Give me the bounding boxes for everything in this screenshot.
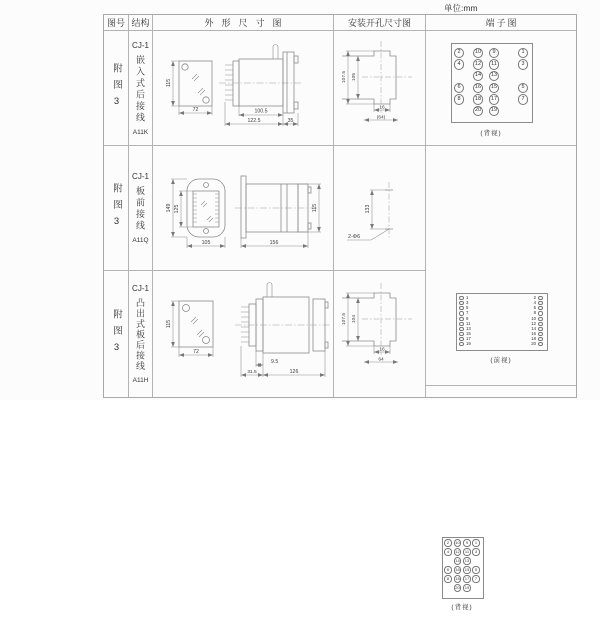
terminal-circle: 9	[463, 539, 470, 546]
terminal-circle: 13	[489, 71, 500, 82]
terminal-circle: 18	[473, 94, 484, 105]
cutout-outline-row3	[342, 293, 396, 346]
install-drawing-row1	[334, 31, 426, 146]
outline-cell-row2	[153, 146, 334, 271]
dim-front-width-row2: 105	[201, 240, 211, 246]
terminal-circle: 6	[454, 83, 465, 94]
terminal-circles-row3	[426, 511, 576, 637]
terminal-circle: 1	[518, 48, 529, 59]
terminal-number: 10	[531, 315, 536, 321]
header-install: 安装开孔尺寸图	[334, 15, 426, 31]
dimension-lines-row1	[171, 61, 298, 126]
terminal-circle: 15	[464, 566, 470, 572]
front-view-row2	[187, 179, 225, 237]
terminal-circle: 17	[489, 94, 500, 105]
terminal-number: 16	[531, 330, 536, 336]
centerlines	[362, 41, 412, 113]
spec-table	[103, 14, 577, 611]
terminal-number: 2	[533, 294, 536, 300]
fig-no-row1: 附图3	[111, 62, 122, 114]
terminal-circle	[538, 332, 542, 336]
terminal-circle: 7	[518, 94, 529, 105]
terminal-circle: 10	[473, 48, 484, 59]
terminal-circle	[538, 327, 542, 331]
terminal-circle	[538, 306, 542, 310]
header-fig-no: 图号	[104, 15, 129, 31]
terminal-circle: 19	[489, 106, 500, 117]
terminal-cell-row3	[426, 511, 576, 637]
terminal-circle	[459, 311, 463, 315]
outline-drawing-row1	[153, 31, 334, 146]
terminal-number: 15	[466, 330, 471, 336]
terminal-circle: 2	[454, 48, 465, 59]
dim-outer-row1: 107.5	[342, 70, 347, 84]
terminal-view-label-row2: (前视)	[490, 357, 512, 364]
terminal-circle	[538, 342, 542, 346]
fig-no-cell-row3	[104, 271, 129, 397]
dim-front-height-inner-row2: 125	[174, 204, 180, 214]
terminal-number: 18	[531, 336, 536, 342]
terminal-circle	[459, 327, 463, 331]
terminal-circle	[459, 322, 463, 326]
model-code-row3: A11H	[132, 376, 149, 384]
terminal-circle: 18	[455, 575, 460, 581]
terminal-circle: 11	[489, 59, 500, 70]
dim-tab-row3: 16	[379, 347, 385, 353]
dim-outer-row3: 107.5	[342, 312, 347, 326]
header-structure: 结构	[129, 15, 153, 31]
terminal-circle: 19	[464, 584, 470, 590]
outline-drawing-row2	[153, 146, 334, 271]
terminal-number: 9	[466, 315, 469, 321]
terminal-circle	[459, 337, 463, 341]
terminal-circle	[459, 332, 463, 336]
structure-cell-row2	[129, 146, 153, 271]
cutout-outline-row1	[342, 51, 396, 104]
header-terminal: 端子图	[426, 15, 576, 31]
terminal-circle: 14	[455, 557, 460, 563]
terminal-circle: 3	[472, 548, 479, 555]
terminal-circle	[538, 337, 542, 341]
terminal-circle: 20	[455, 584, 460, 590]
structure-cell-row1	[129, 31, 153, 146]
dim-inner-row1: 105	[352, 72, 357, 82]
terminal-circle	[459, 301, 463, 305]
structure-cell-row3	[129, 271, 153, 397]
front-view-row1	[179, 61, 212, 106]
dimension-lines-install-row1	[346, 51, 398, 120]
side-view-row2	[241, 176, 311, 238]
dim-width-row3: 64	[378, 357, 384, 363]
structure-desc-row1: 嵌入式后接线	[135, 54, 145, 124]
terminal-circle: 8	[454, 94, 465, 105]
terminal-number: 12	[531, 320, 536, 326]
terminal-circle	[538, 322, 542, 326]
header-outline: 外形尺寸图	[153, 15, 334, 31]
dim-side-height-row2: 115	[312, 203, 318, 213]
terminal-circle: 2	[444, 539, 451, 546]
terminal-number: 3	[466, 299, 469, 305]
structure-desc-row2: 板前接线	[135, 186, 145, 232]
front-view-row3	[179, 301, 213, 347]
dim-side-depth1-row1: 100.5	[254, 108, 268, 115]
terminal-number: 8	[533, 310, 536, 316]
fig-no-cell-row1	[104, 31, 129, 146]
install-drawing-row3	[334, 271, 426, 397]
model-row2: CJ-1	[132, 172, 149, 181]
terminal-number: 4	[533, 299, 536, 305]
install-cell-row3	[334, 271, 426, 397]
dim-tab-row1: 16	[379, 105, 385, 111]
terminal-circle: 16	[473, 83, 484, 94]
terminal-circle: 10	[455, 539, 460, 545]
dim-front-height-row3: 115	[166, 319, 172, 329]
terminal-circle	[459, 306, 463, 310]
outline-cell-row3	[153, 271, 334, 397]
outline-drawing-row3	[153, 271, 334, 397]
dim-width-row1: (64)	[376, 115, 386, 121]
terminal-circle: 12	[473, 59, 484, 70]
dim-side1-row3: 9.5	[271, 359, 279, 365]
terminal-circle	[538, 296, 542, 300]
dimension-lines-install-row2	[347, 190, 389, 240]
model-row1: CJ-1	[132, 40, 149, 50]
terminal-number: 5	[466, 305, 469, 311]
terminal-circle: 13	[464, 557, 470, 563]
terminal-number: 13	[466, 325, 471, 331]
terminal-view-label-row3: (背视)	[451, 604, 473, 611]
terminal-cell-row2	[426, 261, 576, 386]
dim-side-length-row2: 156	[269, 240, 279, 246]
terminal-circle: 5	[472, 566, 479, 573]
terminal-circle: 4	[454, 59, 465, 70]
terminal-circle: 7	[472, 575, 479, 582]
fig-no-row2: 附图3	[111, 182, 122, 234]
terminal-circle: 1	[472, 539, 479, 546]
terminal-circle: 9	[489, 48, 500, 59]
model-row3: CJ-1	[132, 284, 149, 294]
terminal-number: 1	[466, 294, 469, 300]
dim-side-flange-row1: 35	[287, 118, 294, 124]
unit-label: 单位:mm	[444, 3, 478, 13]
terminal-circle: 4	[444, 548, 451, 555]
terminal-circle: 14	[473, 71, 484, 82]
terminal-view-label-row1: (背视)	[480, 130, 502, 137]
terminal-circles-row2	[426, 261, 576, 386]
terminal-circle: 11	[464, 548, 470, 554]
hole-label-row2: 2-Φ6	[348, 234, 361, 240]
terminal-circle	[459, 296, 463, 300]
structure-desc-row3: 凸出式板后接线	[135, 298, 145, 372]
install-cell-row1	[334, 31, 426, 146]
side-view-row1	[225, 45, 298, 114]
terminal-number: 7	[466, 310, 469, 316]
terminal-circle: 12	[455, 548, 460, 554]
terminal-circle: 8	[444, 575, 451, 582]
terminal-circle	[538, 311, 542, 315]
model-code-row1: A11K	[132, 128, 149, 136]
terminal-number: 19	[466, 341, 471, 347]
terminal-cell-row1	[426, 31, 576, 146]
model-code-row2: A11Q	[132, 237, 149, 244]
dim-front-width-row1: 72	[192, 107, 199, 113]
terminal-circle: 15	[489, 83, 500, 94]
dim-front-height-outer-row2: 149	[166, 203, 172, 213]
terminal-number: 20	[531, 341, 536, 347]
terminal-circle	[538, 301, 542, 305]
terminal-circle	[459, 342, 463, 346]
outline-cell-row1	[153, 31, 334, 146]
terminal-number: 6	[533, 305, 536, 311]
dimension-lines-row3	[171, 301, 325, 377]
dim-front-width-row3: 72	[193, 349, 199, 355]
centerlines	[362, 283, 412, 355]
dim-side-depth2-row1: 122.5	[247, 118, 261, 124]
dim-inner-row3: 104	[352, 314, 357, 324]
terminal-circle	[459, 317, 463, 321]
install-cell-row2	[334, 146, 426, 271]
terminal-circle: 6	[444, 566, 451, 573]
dim-side2-row3: 31.5	[247, 370, 257, 375]
dim-front-height-row1: 115	[166, 78, 172, 88]
install-drawing-row2	[334, 146, 426, 271]
side-view-row3	[241, 283, 328, 354]
terminal-number: 14	[531, 325, 536, 331]
dim-side-length-row3: 126	[289, 369, 299, 375]
dimension-lines-install-row3	[346, 293, 398, 362]
terminal-circle: 16	[455, 566, 460, 572]
terminal-circle: 5	[518, 83, 529, 94]
fig-no-row3: 附图3	[111, 308, 122, 360]
terminal-number: 11	[466, 320, 471, 326]
terminal-circle: 20	[473, 106, 484, 117]
terminal-circle	[538, 317, 542, 321]
terminal-circle: 3	[518, 59, 529, 70]
terminal-circle: 17	[464, 575, 470, 581]
fig-no-cell-row2	[104, 146, 129, 271]
terminal-number: 17	[466, 336, 471, 342]
dim-span-row2: 133	[365, 204, 371, 214]
